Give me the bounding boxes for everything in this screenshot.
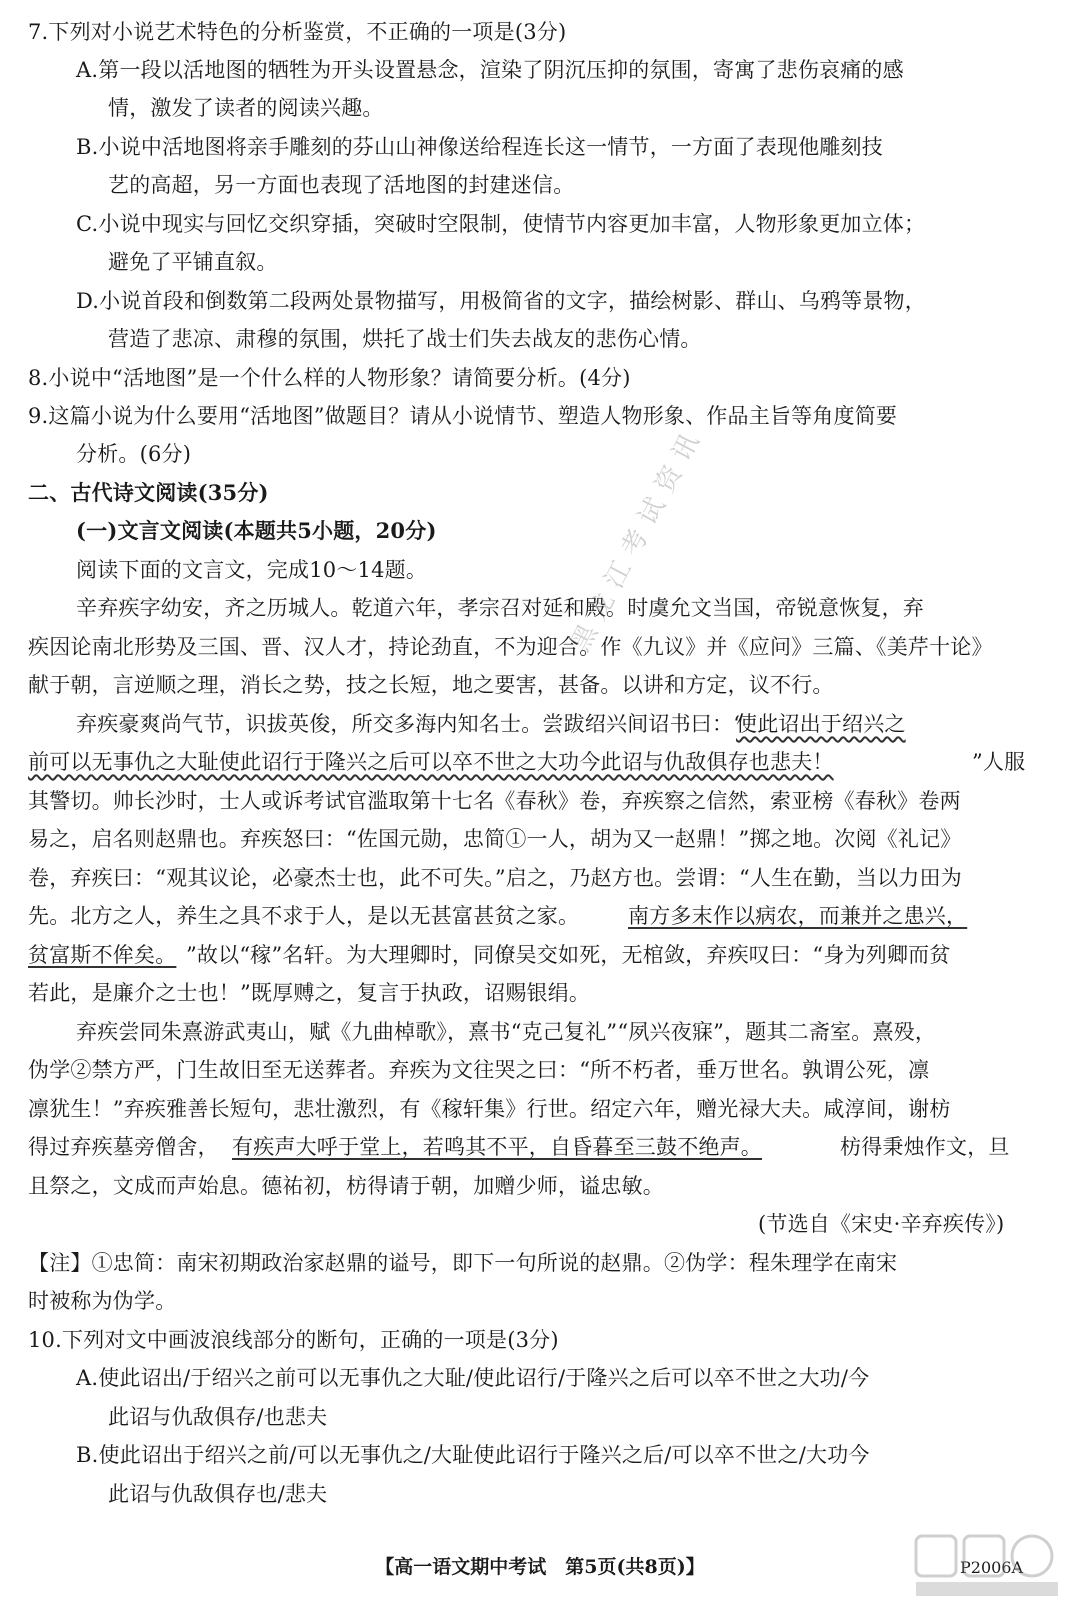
text-line: 枋得秉烛作文，旦	[840, 1135, 1010, 1159]
text-line: 前可以无事仇之大耻使此诏行于隆兴之后可以卒不世之大功今此诏与仇敌俱存也悲夫！	[28, 750, 834, 774]
text-line: 此诏与仇敌俱存/也悲夫	[108, 1405, 328, 1429]
text-line: 贫富斯不侔矣。	[28, 943, 177, 967]
text-line: 使此诏出于绍兴之	[736, 712, 906, 736]
text-line: C.小说中现实与回忆交织穿插，突破时空限制，使情节内容更加丰富，人物形象更加立体；	[76, 212, 926, 236]
text-line: 此诏与仇敌俱存也/悲夫	[108, 1482, 328, 1506]
text-line: 艺的高超，另一方面也表现了活地图的封建迷信。	[108, 173, 575, 197]
text-line: ”故以“稼”名轩。为大理卿时，同僚吴交如死，无棺敛，弃疾叹曰：“身为列卿而贫	[186, 943, 951, 967]
text-line: 弃疾豪爽尚气节，识拔英俊，所交多海内知名士。尝跋绍兴间诏书曰：“	[76, 712, 745, 736]
text-line: 卷，弃疾曰：“观其议论，必豪杰士也，此不可失。”启之，乃赵方也。尝谓：“人生在勤，当以力田为	[28, 866, 962, 890]
text-line: 疾因论南北形势及三国、晋、汉人才，持论劲直，不为迎合。作《九议》并《应问》三篇、《美芹十论》	[28, 635, 993, 659]
text-line: 其警切。帅长沙时，士人或诉考试官滥取第十七名《春秋》卷，弃疾察之信然，索亚榜《春秋》卷两	[28, 789, 961, 813]
text-line: D.小说首段和倒数第二段两处景物描写，用极简省的文字，描绘树影、群山、乌鸦等景物，	[76, 289, 926, 313]
text-line: 易之，启名则赵鼎也。弃疾怒曰：“佐国元勋，忠简①一人，胡为又一赵鼎！”掷之地。次阅《礼记》	[28, 827, 962, 851]
text-line: 情，激发了读者的阅读兴趣。	[108, 96, 384, 120]
text-line: 8.小说中“活地图”是一个什么样的人物形象？请简要分析。(4分)	[28, 366, 631, 390]
text-line: 凛犹生！”弃疾雅善长短句，悲壮激烈，有《稼轩集》行世。绍定六年，赠光禄大夫。咸淳间，谢枋	[28, 1097, 951, 1121]
text-line: 分析。(6分)	[76, 442, 192, 466]
text-line: 阅读下面的文言文，完成10～14题。	[76, 558, 428, 582]
text-line: 伪学②禁方严，门生故旧至无送葬者。弃疾为文往哭之曰：“所不朽者，垂万世名。孰谓公死，凛	[28, 1058, 930, 1082]
text-line: 【注】①忠简：南宋初期政治家赵鼎的谥号，即下一句所说的赵鼎。②伪学：程朱理学在南宋	[28, 1251, 898, 1275]
text-line: 得过弃疾墓旁僧舍，	[28, 1135, 219, 1159]
text-line: 营造了悲凉、肃穆的氛围，烘托了战士们失去战友的悲伤心情。	[108, 327, 702, 351]
text-line: 南方多末作以病农，而兼并之患兴，	[628, 904, 968, 928]
site-logo-icon	[912, 1530, 1062, 1600]
text-line: A.第一段以活地图的牺牲为开头设置悬念，渲染了阴沉压抑的氛围，寄寓了悲伤哀痛的感	[76, 58, 904, 82]
text-line: 有疾声大呼于堂上，若鸣其不平，自昏暮至三鼓不绝声。	[232, 1135, 762, 1159]
text-line: A.使此诏出/于绍兴之前可以无事仇之大耻/使此诏行/于隆兴之后可以卒不世之大功/今	[76, 1366, 870, 1390]
text-line: 且祭之，文成而声始息。德祐初，枋得请于朝，加赠少师，谥忠敏。	[28, 1174, 664, 1198]
text-line: 先。北方之人，养生之具不求于人，是以无甚富甚贫之家。	[28, 904, 580, 928]
page-footer: 【高一语文期中考试 第5页(共8页)】	[375, 1556, 705, 1578]
text-line: 9.这篇小说为什么要用“活地图”做题目？请从小说情节、塑造人物形象、作品主旨等角度简要	[28, 404, 898, 428]
text-line: 时被称为伪学。	[28, 1289, 177, 1313]
text-line: 若此，是廉介之士也！”既厚赙之，复言于执政，诏赐银绢。	[28, 981, 591, 1005]
text-line: (一)文言文阅读(本题共5小题，20分)	[76, 518, 437, 543]
text-line: 辛弃疾字幼安，齐之历城人。乾道六年，孝宗召对延和殿。时虞允文当国，帝锐意恢复，弃	[76, 596, 924, 620]
watermark: 黑龙江考试资讯	[565, 420, 711, 657]
text-line: 二、古代诗文阅读(35分)	[28, 480, 269, 505]
text-line: 7.下列对小说艺术特色的分析鉴赏，不正确的一项是(3分)	[28, 20, 567, 44]
text-line: (节选自《宋史·辛弃疾传》)	[758, 1212, 1005, 1236]
text-line: B.小说中活地图将亲手雕刻的芬山山神像送给程连长这一情节，一方面了表现他雕刻技	[76, 135, 883, 159]
text-line: B.使此诏出于绍兴之前/可以无事仇之/大耻使此诏行于隆兴之后/可以卒不世之/大功今	[76, 1443, 870, 1467]
text-line: 弃疾尝同朱熹游武夷山，赋《九曲棹歌》，熹书“克己复礼”“夙兴夜寐”，题其二斋室。熹殁，	[76, 1020, 937, 1044]
text-line: ”人服	[972, 750, 1026, 774]
page-code: P2006A	[960, 1558, 1024, 1577]
text-line: 献于朝，言逆顺之理，消长之势，技之长短，地之要害，甚备。以讲和方定，议不行。	[28, 673, 834, 697]
text-line: 10.下列对文中画波浪线部分的断句，正确的一项是(3分)	[28, 1328, 559, 1352]
text-line: 避免了平铺直叙。	[108, 250, 278, 274]
